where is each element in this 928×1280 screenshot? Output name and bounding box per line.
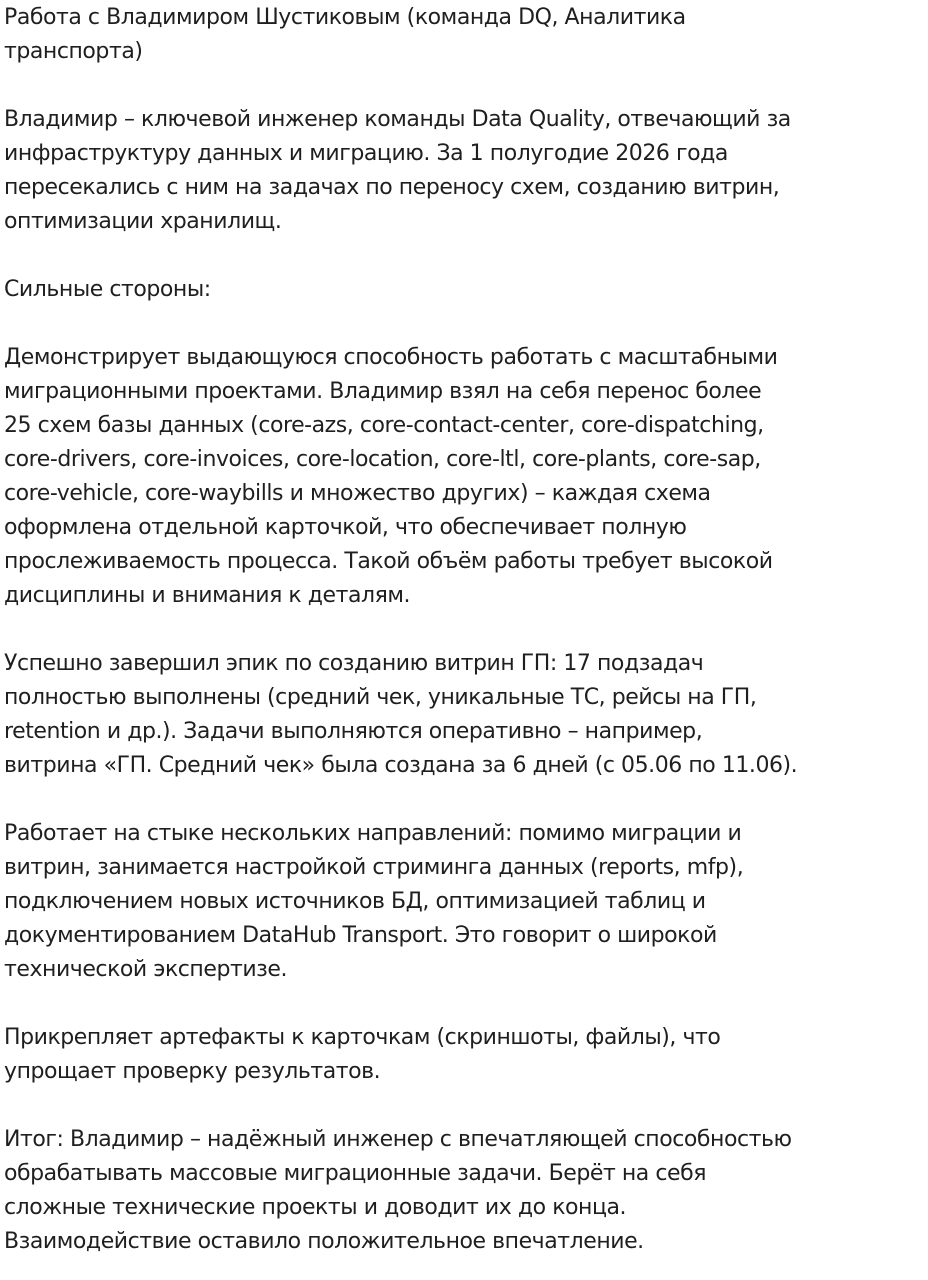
text-line: миграционными проектами. Владимир взял на себя перенос более [4,379,762,404]
text-line: core-drivers, core-invoices, core-location, core-ltl, core-plants, core-sap, [4,447,761,472]
text-line: Прикрепляет артефакты к карточкам (скриншоты, файлы), что [4,1025,721,1050]
text-line: core-vehicle, core-waybills и множество других) – каждая схема [4,481,711,506]
text-line: retention и др.). Задачи выполняются оперативно – например, [4,719,703,744]
conclusion-paragraph [4,1123,928,1259]
strengths-heading [4,273,928,307]
text-line: витрин, занимается настройкой стриминга данных (reports, mfp), [4,855,744,880]
text-line: упрощает проверку результатов. [4,1059,381,1084]
text-line: подключением новых источников БД, оптимизацией таблиц и [4,889,706,914]
text-line: Демонстрирует выдающуюся способность работать с масштабными [4,345,778,370]
intro-paragraph [4,103,928,239]
paragraph-gap [4,239,928,273]
text-line: пересекались с ним на задачах по переносу схем, созданию витрин, [4,175,780,200]
title-line: Работа с Владимиром Шустиковым (команда DQ, Аналитика [4,5,686,30]
text-line: 25 схем базы данных (core-azs, core-contact-center, core-dispatching, [4,413,764,438]
text-line: дисциплины и внимания к деталям. [4,583,411,608]
paragraph-gap [4,613,928,647]
strength-paragraph-migration [4,341,928,613]
text-line: прослеживаемость процесса. Такой объём работы требует высокой [4,549,773,574]
text-line: документированием DataHub Transport. Это говорит о широкой [4,923,717,948]
text-line: обрабатывать массовые миграционные задачи. Берёт на себя [4,1161,707,1186]
strength-paragraph-artifacts [4,1021,928,1089]
paragraph-gap [4,307,928,341]
text-line: оптимизации хранилищ. [4,209,282,234]
document-title [4,0,928,69]
text-line: витрина «ГП. Средний чек» была создана за 6 дней (с 05.06 по 11.06). [4,753,798,778]
text-line: технической экспертизе. [4,957,288,982]
text-line: оформлена отдельной карточкой, что обеспечивает полную [4,515,687,540]
paragraph-gap [4,69,928,103]
text-line: Взаимодействие оставило положительное впечатление. [4,1229,644,1254]
text-line: инфраструктуру данных и миграцию. За 1 полугодие 2026 года [4,141,728,166]
title-line: транспорта) [4,39,143,64]
paragraph-gap [4,1089,928,1123]
paragraph-gap [4,783,928,817]
text-line: полностью выполнены (средний чек, уникальные ТС, рейсы на ГП, [4,685,757,710]
strength-paragraph-datamarts [4,647,928,783]
paragraph-gap [4,987,928,1021]
text-line: сложные технические проекты и доводит их до конца. [4,1195,627,1220]
text-line: Успешно завершил эпик по созданию витрин ГП: 17 подзадач [4,651,704,676]
text-line: Итог: Владимир – надёжный инженер с впечатляющей способностью [4,1127,792,1152]
text-line: Владимир – ключевой инженер команды Data Quality, отвечающий за [4,107,791,132]
heading-line: Сильные стороны: [4,277,211,302]
text-line: Работает на стыке нескольких направлений: помимо миграции и [4,821,742,846]
strength-paragraph-directions [4,817,928,987]
